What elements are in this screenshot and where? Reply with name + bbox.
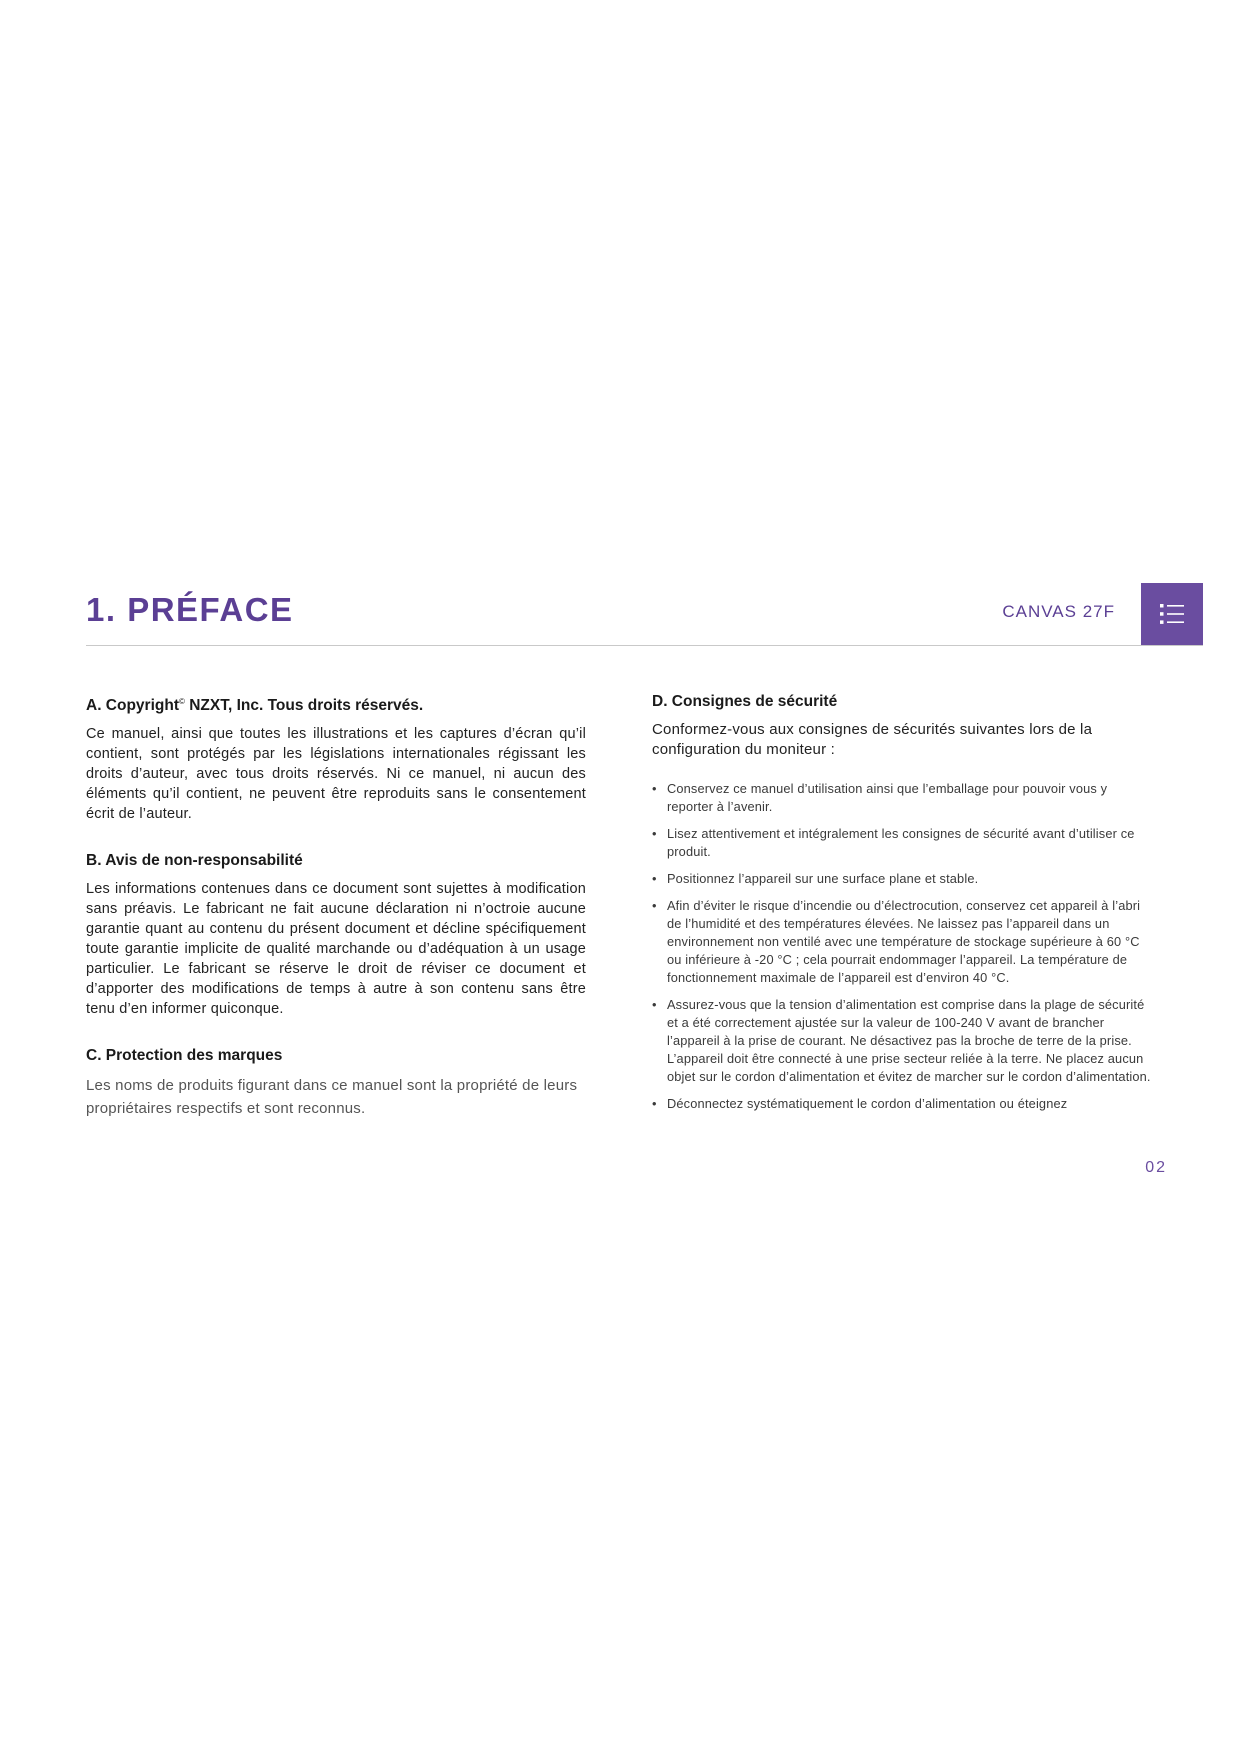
heading-text: A. Copyright xyxy=(86,697,179,714)
section-trademarks xyxy=(86,1046,586,1120)
list-item: • Positionnez l’appareil sur une surface plane et stable. xyxy=(652,870,1152,888)
trademarks-body: Les noms de produits figurant dans ce manuel sont la propriété de leurs propriétaires respectifs et sont reconnus. xyxy=(86,1077,578,1117)
safety-intro: Conformez-vous aux consignes de sécurités suivantes lors de la configuration du moniteur : xyxy=(652,721,1093,758)
list-item: • Déconnectez systématiquement le cordon d’alimentation ou éteignez xyxy=(652,1095,1152,1113)
section-copyright xyxy=(86,692,586,824)
section-heading-trademarks: C. Protection des marques xyxy=(86,1047,283,1064)
section-heading-safety: D. Consignes de sécurité xyxy=(652,693,838,710)
copyright-body: Ce manuel, ainsi que toutes les illustrations et les captures d’écran qu’il contient, sont protégés par les législations internationales régissant les droits d’auteur, avec tous droits réservés. Ni ce manuel, ni aucun des éléments qu’il contient, ne peuvent être reproduits sans le consentement écrit de l’auteur. xyxy=(86,726,586,822)
product-name: CANVAS 27F xyxy=(1002,602,1115,621)
right-column xyxy=(652,692,1152,1122)
page-title: 1. PRÉFACE xyxy=(86,591,294,628)
list-item: • Conservez ce manuel d’utilisation ainsi que l’emballage pour pouvoir vous y reporter à l’avenir. xyxy=(652,780,1152,816)
page-number: 02 xyxy=(1145,1159,1167,1176)
section-heading-copyright xyxy=(86,692,586,716)
heading-text: NZXT, Inc. Tous droits réservés. xyxy=(184,697,424,714)
section-heading-disclaimer: B. Avis de non-responsabilité xyxy=(86,852,303,869)
list-item: • Afin d’éviter le risque d’incendie ou d’électrocution, conservez cet appareil à l’abri de l’humidité et des températures élevées. Ne laissez pas l’appareil dans un environnement non ventilé avec une température de stockage supérieure à 60 °C ou inférieure à -20 °C ; cela pourrait endommager l’appareil. La température de fonctionnement maximale de l’appareil est d’environ 40 °C. xyxy=(652,897,1152,987)
section-disclaimer xyxy=(86,851,586,1019)
header-divider xyxy=(86,645,1203,646)
safety-list xyxy=(652,780,1152,1113)
left-column xyxy=(86,692,586,1147)
list-item: • Lisez attentivement et intégralement les consignes de sécurité avant d’utiliser ce produit. xyxy=(652,825,1152,861)
disclaimer-body: Les informations contenues dans ce document sont sujettes à modification sans préavis. Le fabricant ne fait aucune déclaration ni n’octroie aucune garantie quant au contenu du présent document et décline spécifiquement toute garantie implicite de qualité marchande ou d’adéquation à un usage particulier. Le fabricant se réserve le droit de réviser ce document et d’apporter des modifications de temps à autre à son contenu sans être tenu d’en informer quiconque. xyxy=(86,881,586,1017)
list-item: • Assurez-vous que la tension d’alimentation est comprise dans la plage de sécurité et a été correctement ajustée sur la valeur de 100-240 V avant de brancher l’appareil à la prise de courant. Ne désactivez pas la broche de terre de la prise. L’appareil doit être connecté à une prise secteur reliée à la terre. Ne placez aucun objet sur le cordon d’alimentation et évitez de marcher sur le cordon d’alimentation. xyxy=(652,996,1152,1086)
copyright-symbol: © xyxy=(179,697,185,706)
list-menu-icon xyxy=(1159,601,1185,627)
table-of-contents-button[interactable] xyxy=(1141,583,1203,645)
